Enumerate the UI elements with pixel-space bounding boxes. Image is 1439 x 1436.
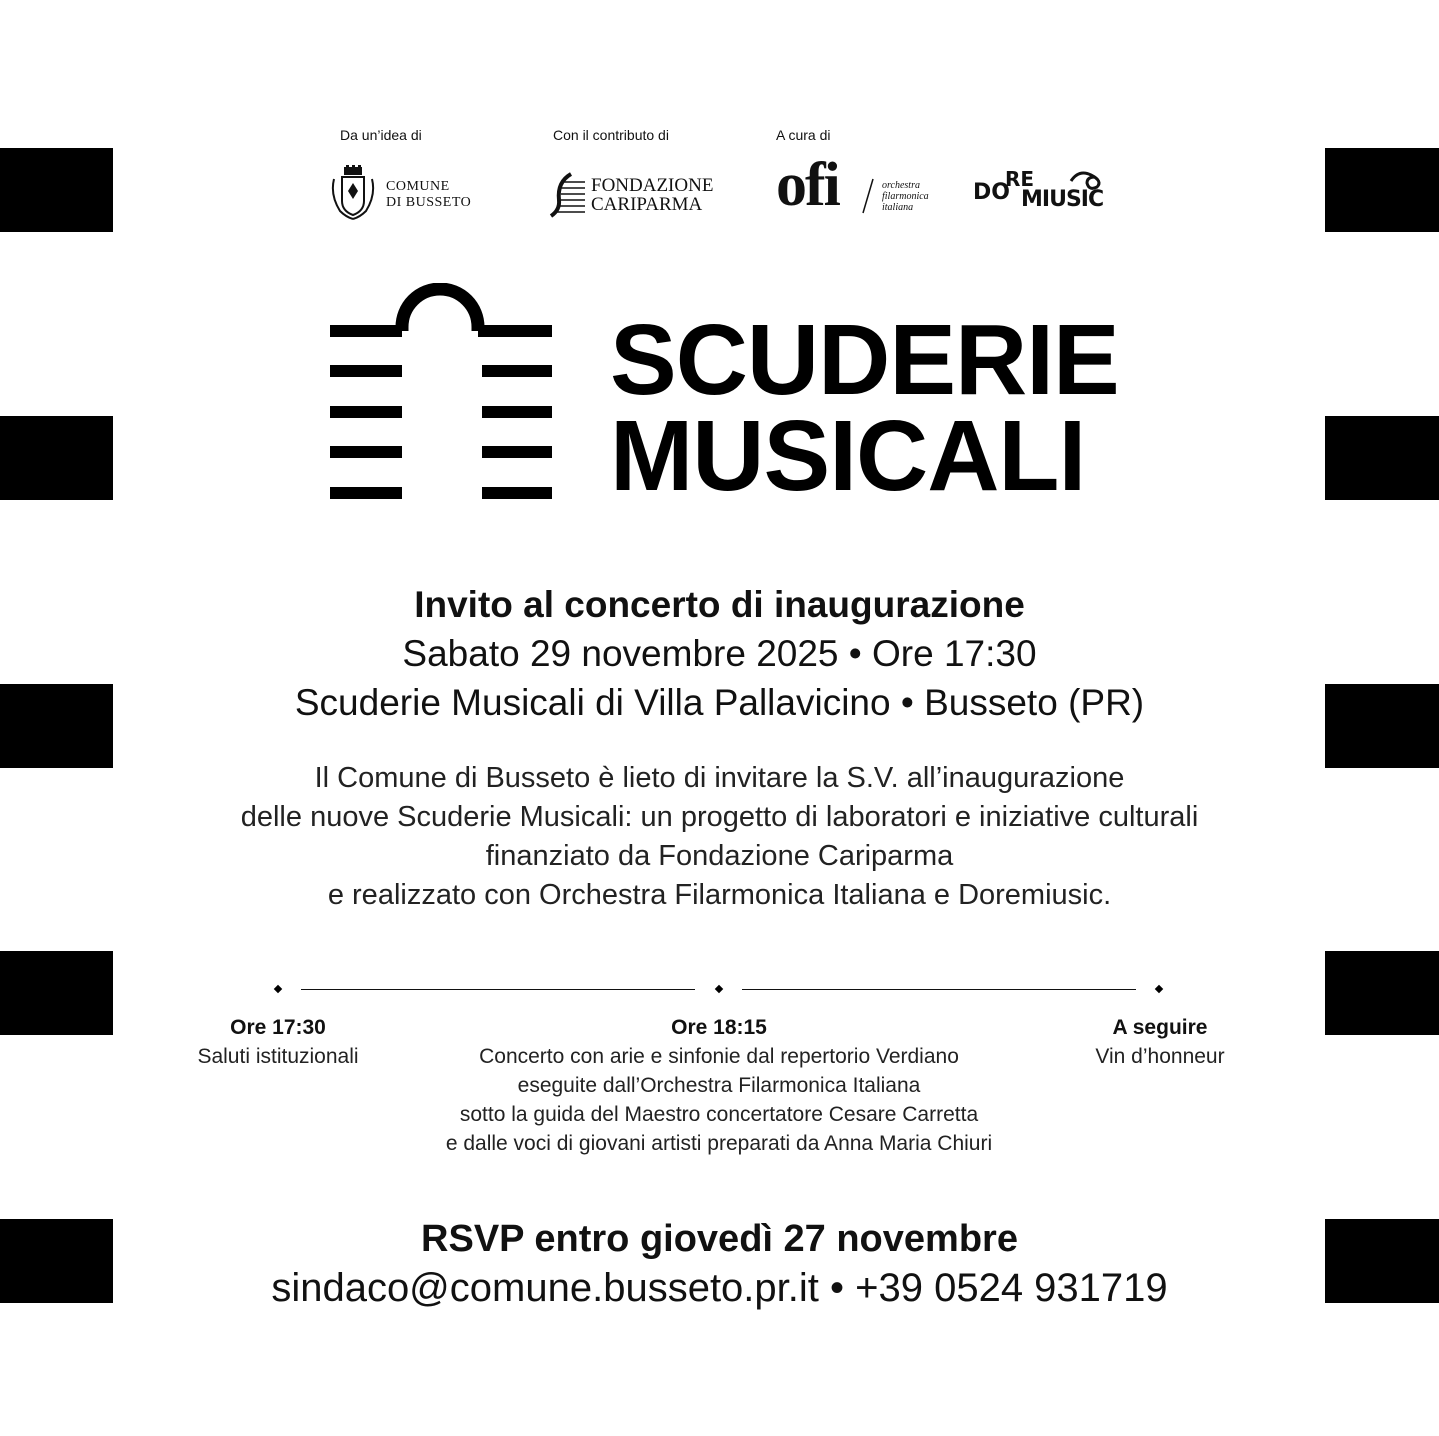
schedule-description: Vin d’honneur: [1095, 1045, 1225, 1068]
comune-busseto-logo: [330, 165, 500, 225]
fondazione-logo-line1: FONDAZIONE: [591, 175, 714, 196]
body-line: Il Comune di Busseto è lieto di invitare la S.V. all’inaugurazione: [314, 762, 1125, 794]
coat-of-arms-icon: [330, 165, 376, 223]
side-block: [0, 148, 113, 232]
side-block: [0, 951, 113, 1035]
side-block: [0, 416, 113, 500]
rsvp-contact[interactable]: sindaco@comune.busseto.pr.it • +39 0524 931719: [271, 1266, 1168, 1310]
schedule-description: sotto la guida del Maestro concertatore Cesare Carretta: [459, 1103, 979, 1126]
rsvp-title: RSVP entro giovedì 27 novembre: [421, 1218, 1018, 1260]
ofi-logo-line2: filarmonica: [882, 191, 929, 202]
scuderie-emblem-icon: [330, 283, 552, 501]
harp-icon: [549, 172, 589, 218]
wordmark-line1: SCUDERIE: [610, 304, 1119, 416]
scuderie-wordmark: [610, 304, 1119, 512]
timeline-line: [301, 989, 695, 990]
timeline-diamond: [274, 985, 282, 993]
credit-contribution-label: Con il contributo di: [553, 127, 669, 143]
doremiusic-logo-part3: MIUSIC: [1021, 187, 1104, 212]
fondazione-logo-line2: CARIPARMA: [591, 194, 703, 215]
doremiusic-logo: [973, 165, 1113, 217]
credit-curated-label: A cura di: [776, 127, 831, 143]
comune-logo-line1: COMUNE: [386, 179, 450, 194]
ofi-logo: [776, 152, 946, 218]
credit-idea-label: Da un’idea di: [340, 127, 422, 143]
slash-divider: [861, 178, 875, 214]
invitation-place: Scuderie Musicali di Villa Pallavicino • Busseto (PR): [294, 682, 1145, 723]
body-line: delle nuove Scuderie Musicali: un progetto di laboratori e iniziative culturali: [240, 801, 1199, 833]
schedule-description: e dalle voci di giovani artisti preparati da Anna Maria Chiuri: [445, 1132, 993, 1155]
timeline-line: [742, 989, 1136, 990]
body-line: e realizzato con Orchestra Filarmonica Italiana e Doremiusic.: [327, 879, 1112, 911]
treble-swirl-icon: [1069, 167, 1109, 191]
wordmark-line2: MUSICALI: [610, 400, 1086, 512]
invitation-title: Invito al concerto di inaugurazione: [414, 584, 1025, 625]
invitation-date: Sabato 29 novembre 2025 • Ore 17:30: [402, 633, 1037, 674]
schedule-time: A seguire: [1112, 1016, 1208, 1039]
comune-logo-line2: DI BUSSETO: [386, 195, 472, 210]
schedule-time: Ore 18:15: [671, 1016, 767, 1039]
body-line: finanziato da Fondazione Cariparma: [485, 840, 954, 872]
ofi-logo-line3: italiana: [882, 202, 914, 213]
schedule-time: Ore 17:30: [230, 1016, 326, 1039]
side-block: [1325, 416, 1439, 500]
schedule-description: Concerto con arie e sinfonie dal repertorio Verdiano: [479, 1045, 959, 1068]
side-block: [1325, 148, 1439, 232]
schedule-item: [400, 1014, 1038, 1158]
timeline-diamond: [1155, 985, 1163, 993]
ofi-logo-mark: ofi: [776, 151, 839, 219]
side-block: [1325, 951, 1439, 1035]
doremiusic-logo-part1: DO: [973, 180, 1010, 205]
fondazione-cariparma-logo: [549, 172, 724, 220]
schedule-description: eseguite dall’Orchestra Filarmonica Italiana: [517, 1074, 921, 1097]
schedule-item: [1070, 1014, 1250, 1071]
doremiusic-logo-part2: RE: [1005, 167, 1035, 191]
ofi-logo-line1: orchestra: [882, 180, 920, 191]
schedule-description: Saluti istituzionali: [197, 1045, 359, 1068]
timeline-diamond: [715, 985, 723, 993]
schedule-item: [178, 1014, 378, 1071]
